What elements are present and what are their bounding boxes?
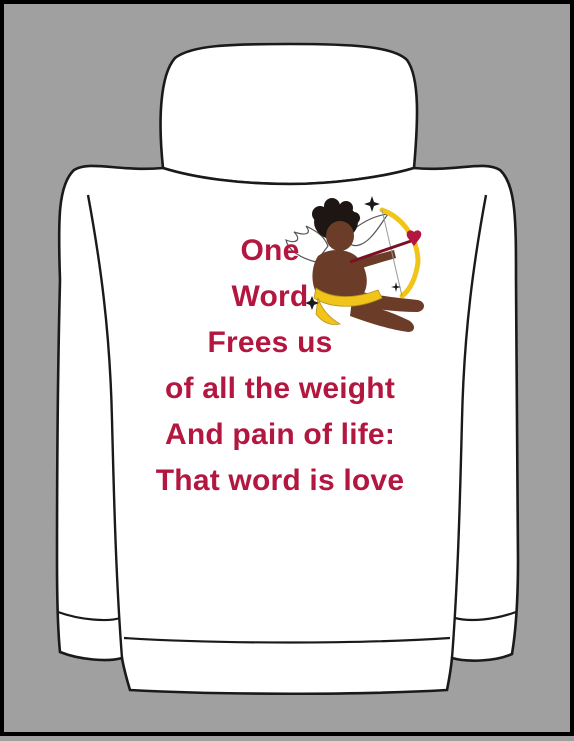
hoodie-hood — [161, 44, 417, 184]
cupid-curl — [324, 198, 340, 214]
print-line-4: of all the weight — [164, 372, 396, 405]
print-line-1: One — [240, 234, 300, 267]
frame-border-top — [0, 0, 574, 4]
frame-border-left — [0, 0, 4, 736]
cupid-curl — [348, 212, 360, 224]
print-line-6: That word is love — [155, 464, 405, 497]
print-line-5: And pain of life: — [164, 418, 396, 451]
print-line-2: Word — [231, 280, 309, 313]
frame-border-right — [570, 0, 574, 736]
frame-border-bottom — [0, 732, 574, 736]
hoodie-print-text — [110, 228, 450, 504]
print-line-3: Frees us — [207, 326, 333, 359]
